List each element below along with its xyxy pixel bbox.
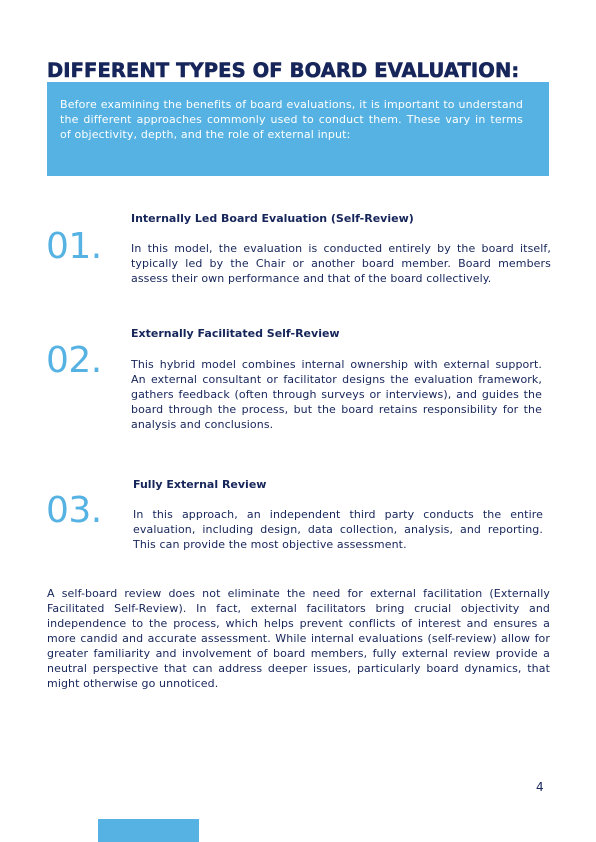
intro-box bbox=[47, 82, 549, 176]
intro-text: Before examining the benefits of board evaluations, it is important to understand the different approaches commonly used to conduct them. These vary in terms of objectivity, depth, and the role of external input: bbox=[60, 98, 523, 141]
section-number-01: 01. bbox=[46, 226, 102, 267]
section-body-01: In this model, the evaluation is conducted entirely by the board itself, typically led by the Chair or another board member. Board members assess their own performance and that of the board collectively. bbox=[131, 242, 551, 285]
section-heading-03: Fully External Review bbox=[133, 478, 267, 491]
closing-paragraph: A self-board review does not eliminate the need for external facilitation (Externally Facilitated Self-Review). In fact, external facilitators bring crucial objectivity and independence to the process, which helps prevent conflicts of interest and ensures a more candid and accurate assessment. While internal evaluations (self-review) allow for greater familiarity and involvement of board members, fully external review provide a neutral perspective that can address deeper issues, particularly board dynamics, that might otherwise go unnoticed. bbox=[47, 587, 550, 690]
section-heading-02: Externally Facilitated Self-Review bbox=[131, 327, 340, 340]
section-number-02: 02. bbox=[46, 340, 102, 381]
footer-accent-bar bbox=[98, 819, 199, 842]
section-body-03: In this approach, an independent third party conducts the entire evaluation, including design, data collection, analysis, and reporting. This can provide the most objective assessment. bbox=[133, 508, 543, 551]
section-body-02: This hybrid model combines internal ownership with external support. An external consultant or facilitator designs the evaluation framework, gathers feedback (often through surveys or interviews), and guides the board through the process, but the board retains responsibility for the analysis and conclusions. bbox=[131, 358, 542, 431]
section-number-03: 03. bbox=[46, 490, 102, 531]
section-heading-01: Internally Led Board Evaluation (Self-Review) bbox=[131, 212, 414, 225]
page-number: 4 bbox=[536, 780, 544, 794]
page-title: DIFFERENT TYPES OF BOARD EVALUATION: bbox=[47, 59, 520, 82]
